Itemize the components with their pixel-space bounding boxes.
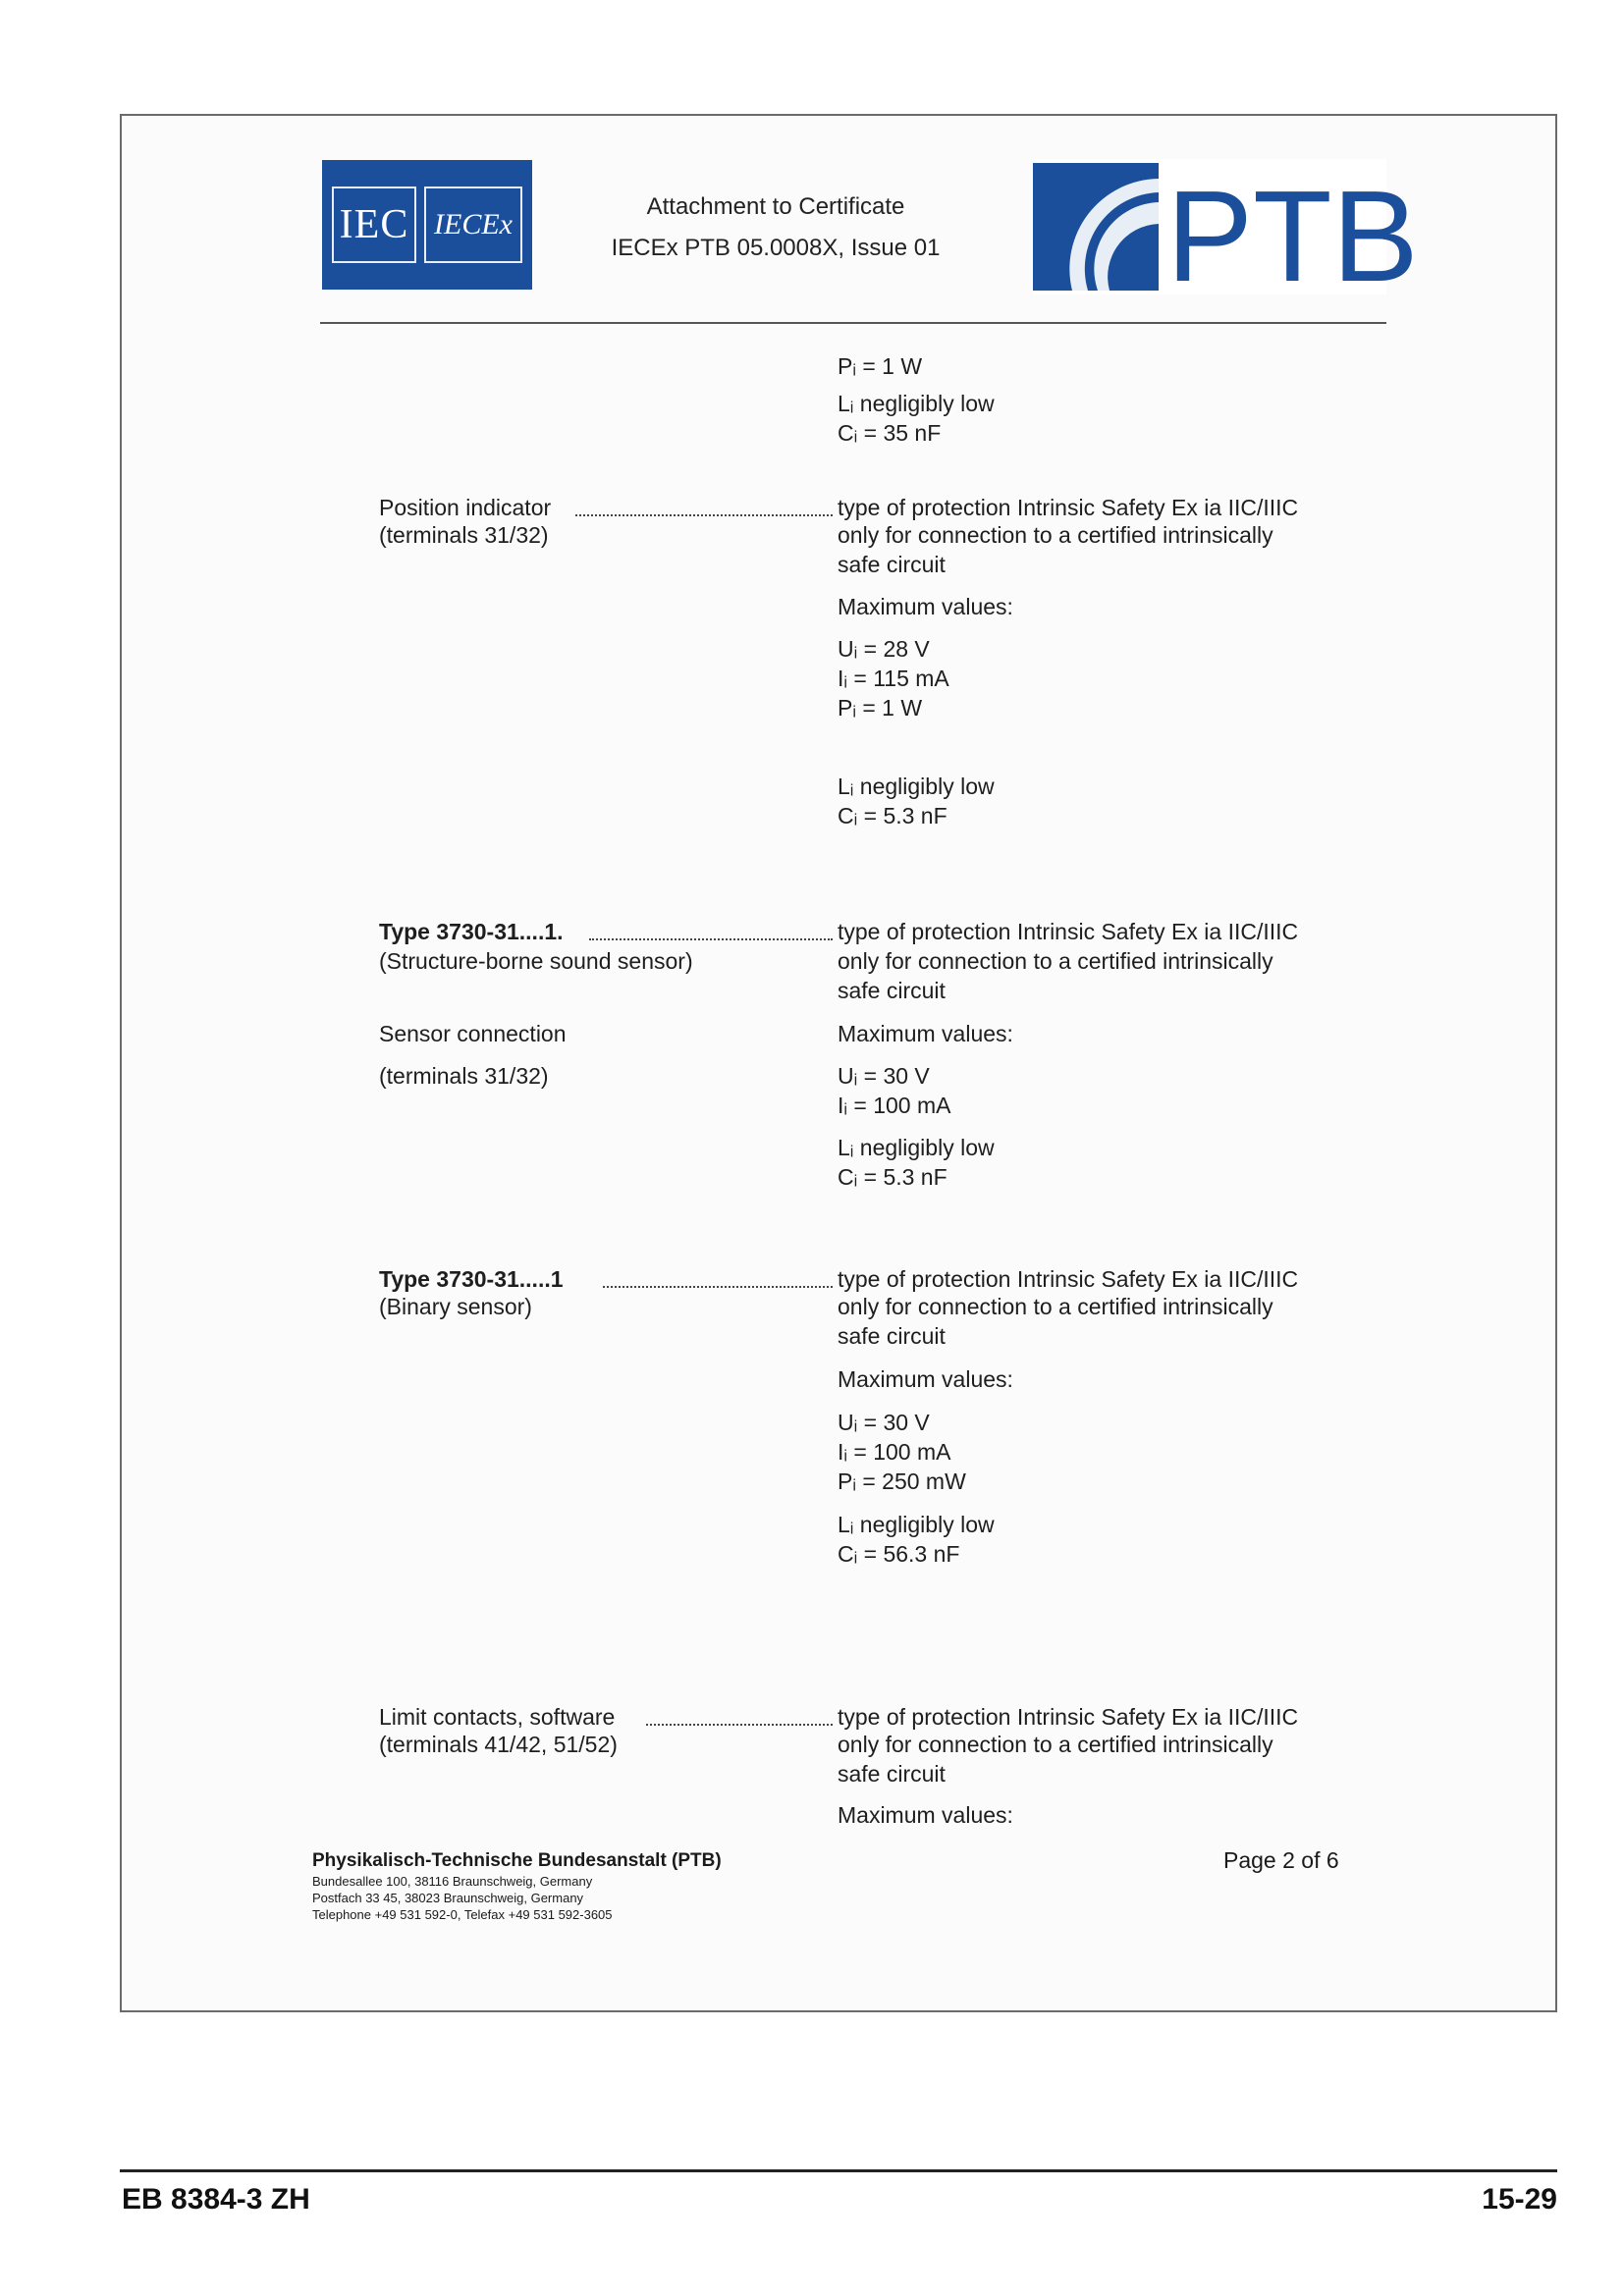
title-line-1: Attachment to Certificate xyxy=(646,193,905,220)
top-inductance-value: Lᵢ negligibly low xyxy=(838,391,995,416)
position-indicator-terminals: (terminals 31/32) xyxy=(379,522,549,548)
protection-line-1: type of protection Intrinsic Safety Ex ia IIC/IIIC xyxy=(838,1266,1299,1292)
ptb-organization-name: Physikalisch-Technische Bundesanstalt (PTB) xyxy=(312,1850,722,1871)
maximum-values-heading: Maximum values: xyxy=(838,1021,1013,1046)
maximum-values-heading: Maximum values: xyxy=(838,1366,1013,1392)
iec-iecex-logo xyxy=(322,160,532,290)
voltage-value: Uᵢ = 28 V xyxy=(838,636,930,662)
protection-line-1: type of protection Intrinsic Safety Ex ia IIC/IIIC xyxy=(838,919,1299,944)
protection-line-1: type of protection Intrinsic Safety Ex ia IIC/IIIC xyxy=(838,1704,1299,1730)
limit-contacts-label: Limit contacts, software xyxy=(379,1704,616,1730)
binary-sensor-type-label: Type 3730-31.....1 xyxy=(379,1266,564,1292)
top-power-value: Pᵢ = 1 W xyxy=(838,353,923,379)
capacitance-value: Cᵢ = 5.3 nF xyxy=(838,803,947,828)
protection-line-3: safe circuit xyxy=(838,1323,946,1349)
attachment-title xyxy=(550,187,1001,269)
power-value: Pᵢ = 250 mW xyxy=(838,1468,966,1494)
ptb-address-line-3: Telephone +49 531 592-0, Telefax +49 531 592-3605 xyxy=(312,1907,613,1922)
ptb-address-line-1: Bundesallee 100, 38116 Braunschweig, Germany xyxy=(312,1874,593,1889)
position-indicator-label: Position indicator xyxy=(379,495,552,520)
maximum-values-heading: Maximum values: xyxy=(838,594,1013,619)
ptb-footer-address xyxy=(312,1849,722,1923)
sensor-connection-label: Sensor connection xyxy=(379,1021,567,1046)
iec-logo: IEC xyxy=(332,187,416,263)
ptb-address-line-2: Postfach 33 45, 38023 Braunschweig, Germany xyxy=(312,1891,584,1905)
document-code: EB 8384-3 ZH xyxy=(122,2183,310,2216)
protection-line-2: only for connection to a certified intrinsically xyxy=(838,1732,1273,1757)
protection-line-1: type of protection Intrinsic Safety Ex ia IIC/IIIC xyxy=(838,495,1299,520)
document-page-number: 15-29 xyxy=(1482,2183,1557,2216)
current-value: Iᵢ = 100 mA xyxy=(838,1439,951,1465)
power-value: Pᵢ = 1 W xyxy=(838,695,923,721)
protection-line-2: only for connection to a certified intrinsically xyxy=(838,948,1273,974)
current-value: Iᵢ = 100 mA xyxy=(838,1093,951,1118)
leader-dots xyxy=(589,938,833,940)
inductance-value: Lᵢ negligibly low xyxy=(838,1135,995,1160)
document-footer-rule xyxy=(120,2169,1557,2172)
leader-dots xyxy=(575,514,833,516)
ptb-wordmark: PTB xyxy=(1166,164,1419,308)
header-rule xyxy=(320,322,1386,324)
certificate-number: IECEx PTB 05.0008X, Issue 01 xyxy=(611,235,941,261)
capacitance-value: Cᵢ = 56.3 nF xyxy=(838,1541,960,1567)
inductance-value: Lᵢ negligibly low xyxy=(838,1512,995,1537)
binary-sensor-sublabel: (Binary sensor) xyxy=(379,1294,532,1319)
iecex-logo: IECEx xyxy=(424,187,522,263)
sound-sensor-type-label: Type 3730-31....1. xyxy=(379,919,564,944)
voltage-value: Uᵢ = 30 V xyxy=(838,1063,930,1089)
leader-dots xyxy=(603,1286,833,1288)
certificate-page-number: Page 2 of 6 xyxy=(1223,1847,1339,1873)
capacitance-value: Cᵢ = 5.3 nF xyxy=(838,1164,947,1190)
protection-line-2: only for connection to a certified intrinsically xyxy=(838,1294,1273,1319)
sound-sensor-terminals: (terminals 31/32) xyxy=(379,1063,549,1089)
maximum-values-heading: Maximum values: xyxy=(838,1802,1013,1828)
protection-line-2: only for connection to a certified intrinsically xyxy=(838,522,1273,548)
ptb-logo xyxy=(1033,159,1419,308)
current-value: Iᵢ = 115 mA xyxy=(838,666,949,691)
protection-line-3: safe circuit xyxy=(838,1761,946,1787)
inductance-value: Lᵢ negligibly low xyxy=(838,774,995,799)
leader-dots xyxy=(646,1724,833,1726)
limit-contacts-terminals: (terminals 41/42, 51/52) xyxy=(379,1732,618,1757)
protection-line-3: safe circuit xyxy=(838,978,946,1003)
sound-sensor-sublabel: (Structure-borne sound sensor) xyxy=(379,948,693,974)
top-capacitance-value: Cᵢ = 35 nF xyxy=(838,420,942,446)
voltage-value: Uᵢ = 30 V xyxy=(838,1410,930,1435)
protection-line-3: safe circuit xyxy=(838,552,946,577)
